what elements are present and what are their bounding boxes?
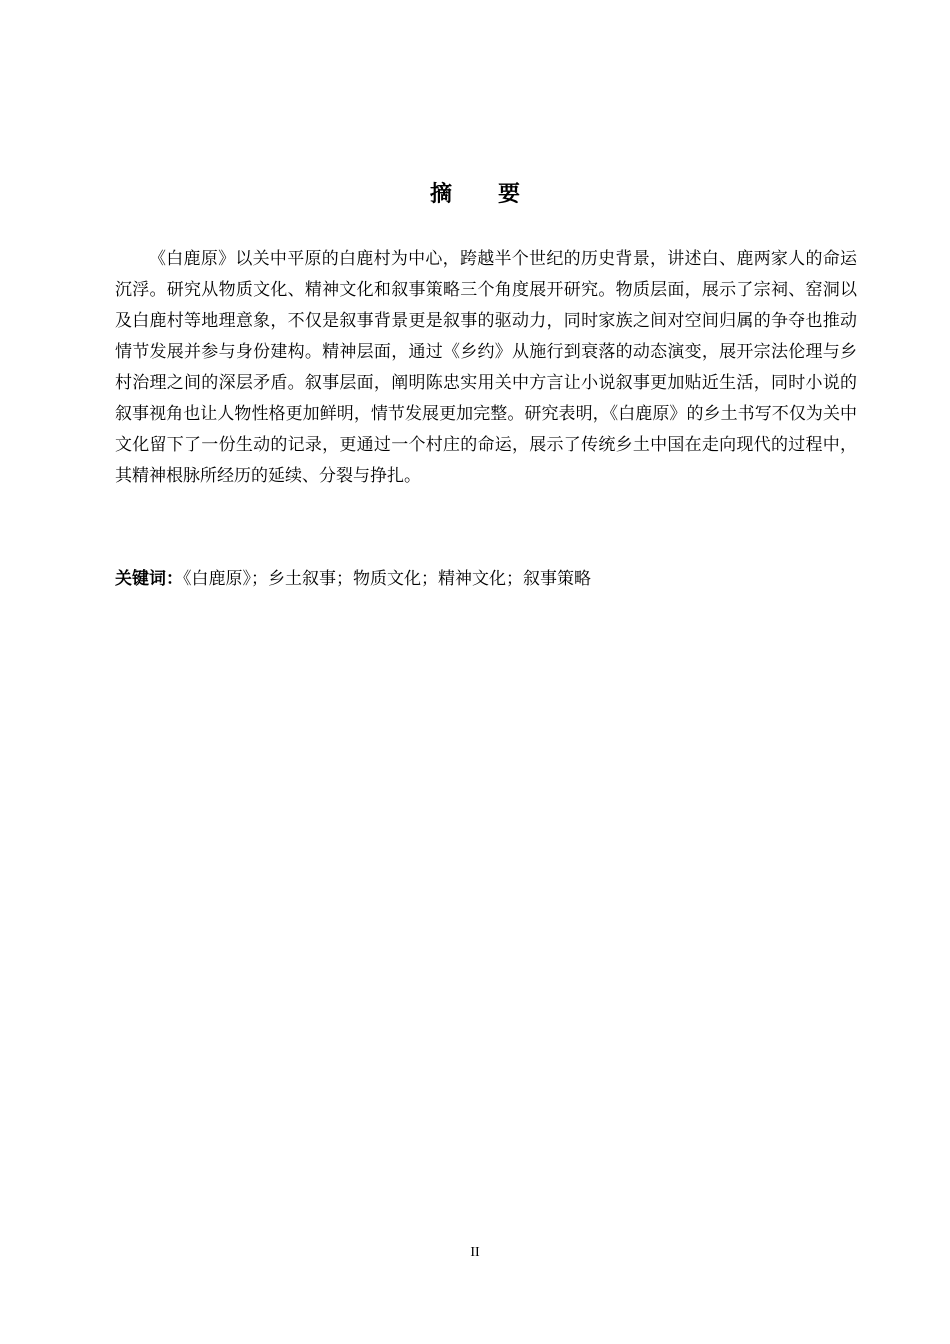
- page-number: II: [470, 1245, 480, 1260]
- abstract-title: 摘要: [429, 182, 566, 207]
- keywords-line: [115, 565, 857, 593]
- abstract-paragraph: 《白鹿原》以关中平原的白鹿村为中心，跨越半个世纪的历史背景，讲述白、鹿两家人的命运沉浮。研究从物质文化、精神文化和叙事策略三个角度展开研究。物质层面，展示了宗祠、窑洞以及白鹿村等地理意象，不仅是叙事背景更是叙事的驱动力，同时家族之间对空间归属的争夺也推动情节发展并参与身份建构。精神层面，通过《乡约》从施行到衰落的动态演变，展开宗法伦理与乡村治理之间的深层矛盾。叙事层面，阐明陈忠实用关中方言让小说叙事更加贴近生活，同时小说的叙事视角也让人物性格更加鲜明，情节发展更加完整。研究表明，《白鹿原》的乡土书写不仅为关中文化留下了一份生动的记录，更通过一个村庄的命运，展示了传统乡土中国在走向现代的过程中，其精神根脉所经历的延续、分裂与挣扎。: [115, 249, 857, 486]
- keywords-list: 《白鹿原》；乡土叙事；物质文化；精神文化；叙事策略: [183, 569, 591, 589]
- keywords-label: 关键词：: [115, 569, 183, 589]
